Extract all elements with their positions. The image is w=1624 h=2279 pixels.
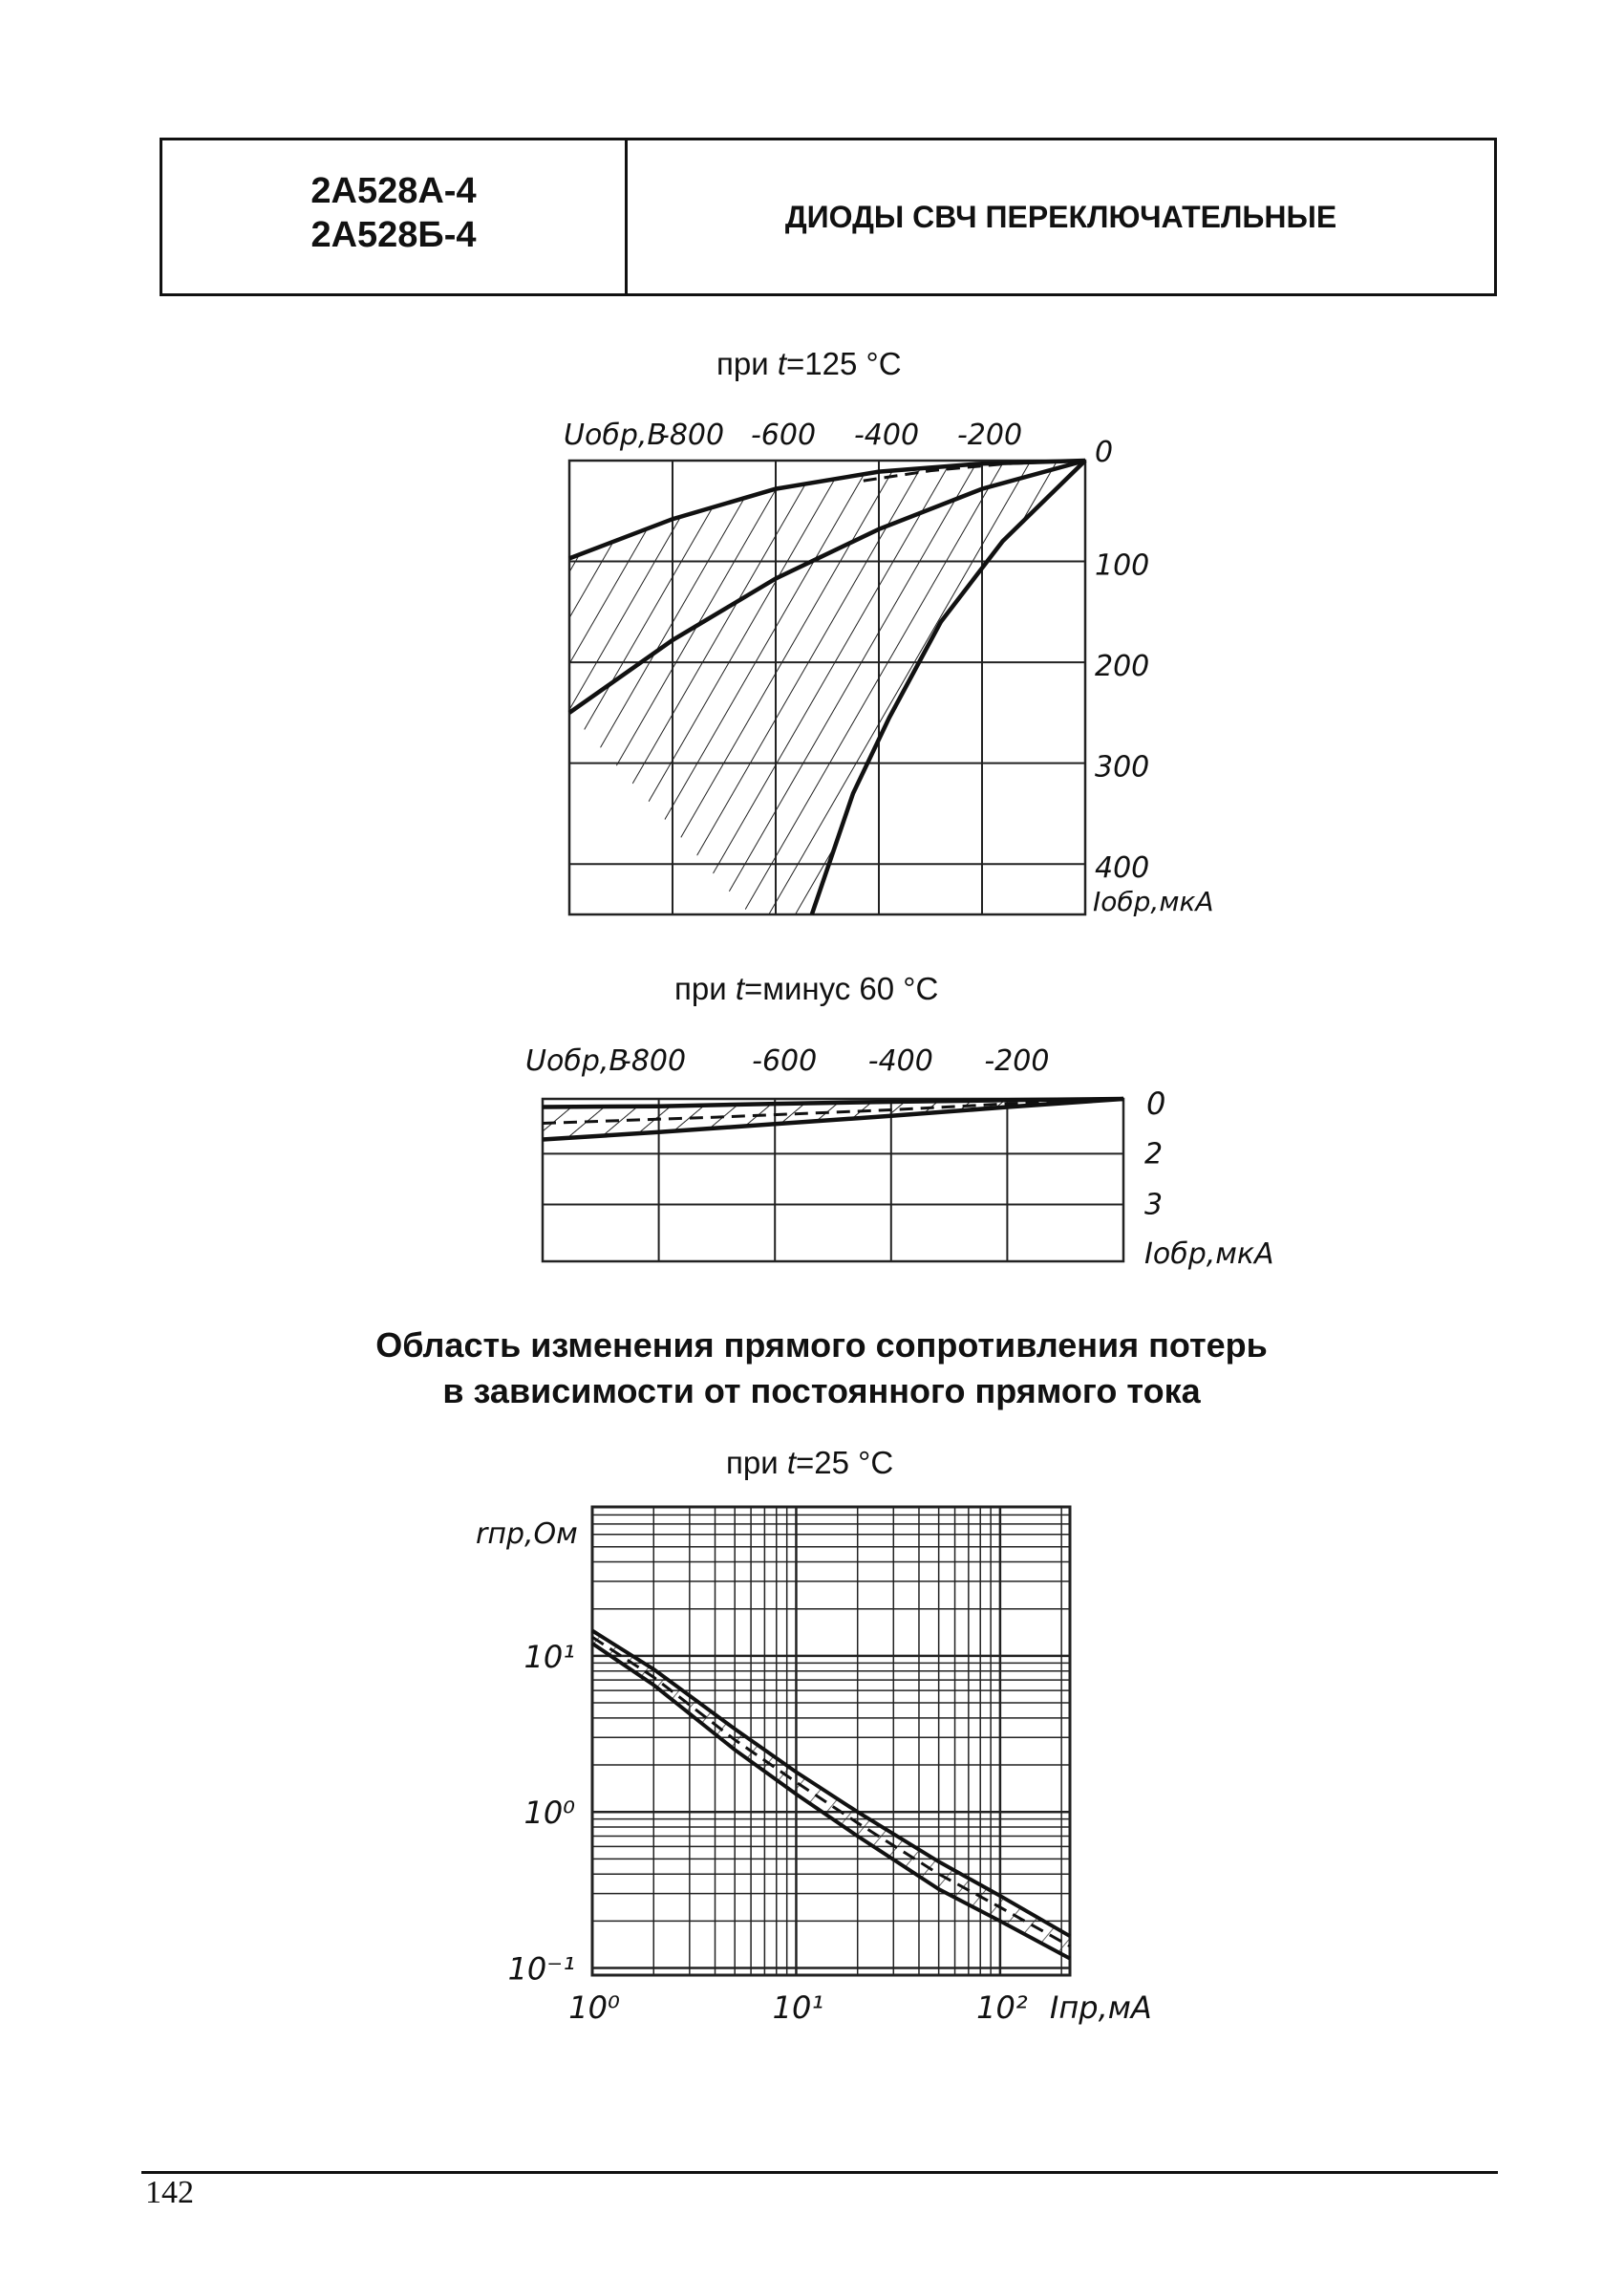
x-tick-label: -400 [867, 1044, 933, 1078]
chart-reverse-current-125c [535, 401, 1261, 936]
chart-reverse-current-minus60c [497, 1032, 1299, 1290]
curve-2 [592, 1631, 1070, 1937]
x-tick-label: -800 [659, 419, 725, 452]
x-axis-label: Uобр,В [525, 1044, 629, 1078]
y-tick-label: 300 [1095, 750, 1150, 785]
x-tick-label: 10¹ [772, 1989, 824, 2026]
section-title [191, 1322, 1452, 1414]
y-tick-label: 400 [1095, 851, 1150, 886]
x-tick-label: 10⁰ [568, 1989, 620, 2026]
y-tick-label: 10⁻¹ [507, 1950, 575, 1988]
x-axis-label: Uобр,В [564, 419, 667, 452]
y-axis-label: Iобр,мкА [1093, 886, 1214, 917]
caption-chart-125 [716, 346, 902, 382]
x-tick-label: -200 [984, 1044, 1050, 1078]
y-axis-label: rпр,Ом [476, 1517, 578, 1551]
header-box [160, 138, 1497, 296]
y-tick-label: 10¹ [524, 1638, 575, 1675]
x-tick-label: -600 [750, 419, 817, 452]
section-title-line-2: в зависимости от постоянного прямого тока [442, 1371, 1201, 1410]
caption-prefix: при [726, 1445, 787, 1480]
x-tick-label: -600 [752, 1044, 818, 1078]
footer-rule [141, 2171, 1498, 2174]
part-number-a: 2А528А-4 [310, 171, 477, 211]
caption-prefix: при [674, 971, 736, 1006]
x-tick-label: -400 [853, 419, 920, 452]
section-title-line-1: Область изменения прямого сопротивления потерь [375, 1325, 1268, 1365]
caption-var: t [777, 346, 786, 381]
x-tick-label: -200 [956, 419, 1023, 452]
x-tick-label: 10² [976, 1989, 1028, 2026]
caption-rest: =минус 60 °C [744, 971, 939, 1006]
page-number: 142 [145, 2175, 194, 2210]
caption-chart-minus60 [674, 971, 938, 1007]
x-tick-label: 0 [1146, 1086, 1166, 1122]
part-numbers [162, 169, 625, 257]
y-tick-label: 3 [1144, 1188, 1164, 1222]
chart-forward-resistance-25c [468, 1495, 1152, 2059]
x-tick-label: -800 [621, 1044, 687, 1078]
caption-var: t [735, 971, 744, 1006]
y-tick-label: 200 [1095, 650, 1150, 684]
x-tick-label: 0 [1095, 436, 1114, 469]
caption-rest: =125 °C [786, 346, 902, 381]
part-number-b: 2А528Б-4 [310, 215, 477, 255]
x-axis-label: Iпр,мА [1049, 1989, 1152, 2026]
caption-chart-25 [726, 1445, 893, 1481]
header-title: ДИОДЫ СВЧ ПЕРЕКЛЮЧАТЕЛЬНЫЕ [784, 199, 1337, 234]
y-axis-label: Iобр,мкА [1144, 1237, 1274, 1271]
y-tick-label: 100 [1095, 548, 1150, 583]
caption-prefix: при [716, 346, 778, 381]
caption-rest: =25 °C [796, 1445, 894, 1480]
y-tick-label: 10⁰ [524, 1795, 575, 1832]
y-tick-label: 2 [1144, 1137, 1164, 1172]
caption-var: t [786, 1445, 796, 1480]
